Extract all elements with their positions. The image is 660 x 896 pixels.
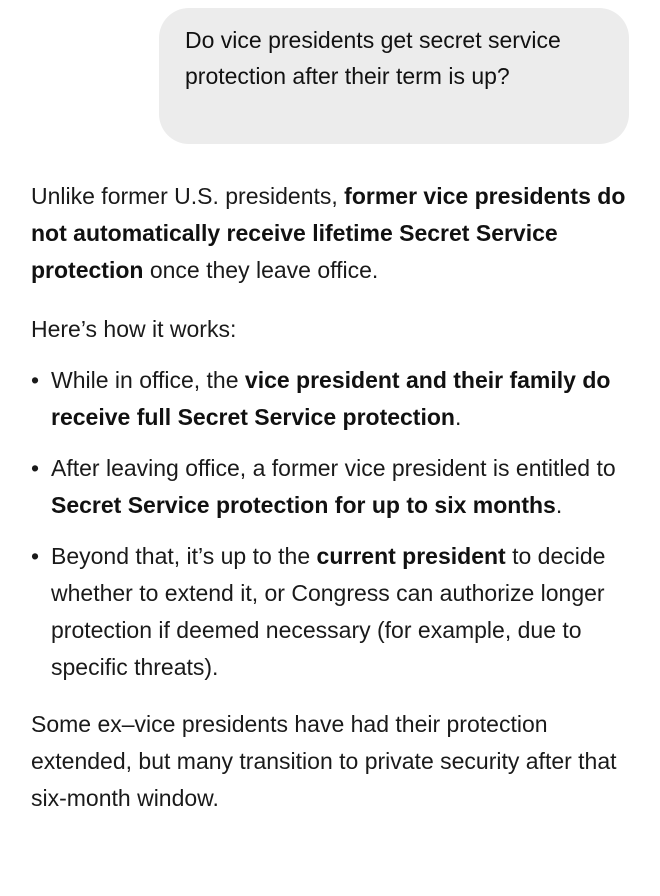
bullet-text-bold: vice president and their family do receive full Secret Service protection bbox=[51, 367, 611, 430]
bullet-list bbox=[31, 362, 641, 686]
bullet-text-end: . bbox=[454, 404, 462, 430]
bullet-text-start: After leaving office, a former vice president is entitled to bbox=[51, 455, 616, 481]
user-message-text: Do vice presidents get secret service protection after their term is up? bbox=[185, 27, 561, 89]
bullet-item-in-office bbox=[31, 362, 641, 436]
assistant-response bbox=[31, 178, 641, 817]
bullet-glyph: • bbox=[31, 455, 40, 481]
bullet-glyph: • bbox=[31, 367, 40, 393]
bullet-item-extension bbox=[31, 538, 641, 686]
bullet-text-start: Beyond that, it’s up to the bbox=[51, 543, 317, 569]
intro-text-end: once they leave office. bbox=[143, 257, 379, 283]
bullet-item-after-office bbox=[31, 450, 641, 524]
how-it-works-heading: Here’s how it works: bbox=[31, 316, 237, 342]
bullet-glyph: • bbox=[31, 543, 40, 569]
closing-paragraph: Some ex–vice presidents have had their protection extended, but many transition to private security after that six-month window. bbox=[31, 711, 617, 811]
user-message-bubble bbox=[159, 8, 629, 144]
bullet-text-end: . bbox=[555, 492, 563, 518]
bullet-text-bold: Secret Service protection for up to six months bbox=[51, 492, 556, 518]
intro-paragraph bbox=[31, 178, 641, 289]
bullet-text-start: While in office, the bbox=[51, 367, 245, 393]
intro-text-bold: former vice presidents do not automatically receive lifetime Secret Service protection bbox=[31, 183, 626, 283]
bullet-text-bold: current president bbox=[316, 543, 506, 569]
intro-text-start: Unlike former U.S. presidents, bbox=[31, 183, 345, 209]
bullet-text-end: to decide whether to extend it, or Congress can authorize longer protection if deemed necessary (for example, due to specific threats). bbox=[51, 543, 606, 680]
